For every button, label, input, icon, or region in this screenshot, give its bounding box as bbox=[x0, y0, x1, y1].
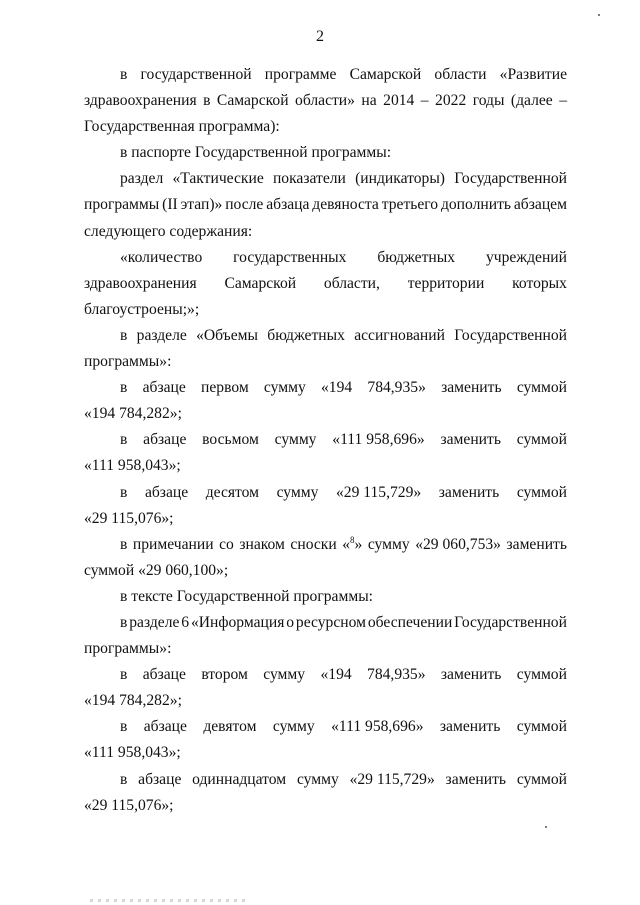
text-line: Государственная программа): bbox=[84, 118, 280, 136]
word: абзаце bbox=[143, 718, 187, 736]
word: в bbox=[120, 326, 128, 344]
word: в bbox=[120, 718, 128, 736]
word: в bbox=[120, 666, 128, 684]
paragraph bbox=[84, 245, 567, 323]
word: в bbox=[120, 535, 128, 553]
paragraph bbox=[84, 62, 567, 140]
word: суммой bbox=[516, 483, 567, 501]
text-line: «111 958,043»; bbox=[84, 744, 181, 762]
word: сноски bbox=[290, 535, 337, 553]
word: девяноста bbox=[312, 196, 379, 214]
word: «Информация bbox=[190, 613, 285, 631]
word: которых bbox=[512, 274, 567, 292]
text-line: благоустроены;»; bbox=[84, 300, 200, 318]
text-line bbox=[84, 480, 567, 506]
word: ресурсном bbox=[295, 613, 366, 631]
word: «29 060,753» bbox=[415, 535, 501, 553]
paragraph bbox=[84, 480, 567, 532]
word: на bbox=[361, 92, 377, 110]
word: «$^8$» bbox=[342, 534, 363, 553]
word: суммой bbox=[516, 379, 567, 397]
word: Государственной bbox=[454, 170, 567, 188]
text-line: «111 958,043»; bbox=[84, 457, 181, 475]
word: Самарской bbox=[216, 92, 289, 110]
text-line bbox=[84, 192, 567, 218]
word: суммой bbox=[516, 718, 567, 736]
word: дополнить bbox=[440, 196, 512, 214]
word: заменить bbox=[438, 483, 500, 501]
word: разделе bbox=[136, 326, 187, 344]
scan-noise bbox=[90, 899, 250, 902]
word: государственных bbox=[233, 248, 347, 266]
word: государственной bbox=[140, 66, 252, 83]
word: области» bbox=[295, 92, 355, 110]
word: суммой bbox=[516, 770, 567, 788]
word: – bbox=[420, 92, 429, 110]
paragraph bbox=[84, 714, 567, 766]
word: заменить bbox=[440, 666, 502, 684]
paragraph bbox=[84, 166, 567, 244]
scan-speck bbox=[545, 826, 547, 828]
text-line: следующего содержания: bbox=[84, 222, 253, 240]
word: в bbox=[120, 483, 128, 501]
word: знаком bbox=[239, 535, 285, 553]
word: «29 115,729» bbox=[336, 483, 422, 501]
text-line: программы»: bbox=[84, 640, 172, 658]
text-line: в паспорте Государственной программы: bbox=[120, 144, 392, 162]
word: в bbox=[120, 379, 128, 397]
text-line bbox=[84, 375, 567, 401]
word: сумму bbox=[276, 483, 319, 501]
text-line: «194 784,282»; bbox=[84, 692, 182, 710]
word: абзаца bbox=[266, 196, 310, 214]
word: 2014 bbox=[383, 92, 415, 110]
word: «Тактические bbox=[172, 170, 264, 188]
text-line bbox=[84, 427, 567, 453]
word: сумму bbox=[272, 718, 315, 736]
word: суммой bbox=[516, 431, 567, 449]
text-line bbox=[84, 610, 567, 636]
word: – bbox=[559, 92, 567, 110]
text-line bbox=[84, 662, 567, 688]
word: «194 bbox=[320, 379, 353, 397]
word: «Объемы bbox=[196, 326, 258, 344]
word: в bbox=[203, 92, 211, 110]
word: сумму bbox=[296, 770, 339, 788]
word: одиннадцатом bbox=[192, 770, 287, 788]
word: абзаце bbox=[142, 379, 186, 397]
word: области bbox=[434, 66, 487, 83]
word: 784,935» bbox=[367, 666, 426, 684]
word: (далее bbox=[510, 92, 553, 110]
text-line: «194 784,282»; bbox=[84, 405, 182, 423]
word: третьего bbox=[381, 196, 439, 214]
word: заменить bbox=[441, 379, 502, 397]
word: заменить bbox=[440, 431, 501, 449]
word: программы bbox=[84, 196, 160, 214]
word: 2022 bbox=[435, 92, 467, 110]
word: Самарской bbox=[224, 274, 297, 292]
word: раздел bbox=[120, 170, 164, 188]
scan-speck bbox=[598, 14, 600, 16]
word: «111 958,696» bbox=[331, 718, 424, 736]
text-line bbox=[84, 62, 567, 88]
word: заменить bbox=[445, 770, 507, 788]
document-body bbox=[84, 62, 567, 819]
text-line: суммой «29 060,100»; bbox=[84, 561, 229, 579]
word: «194 bbox=[320, 666, 352, 684]
text-line: «29 115,076»; bbox=[84, 796, 174, 814]
word: показатели bbox=[272, 170, 346, 188]
paragraph bbox=[84, 375, 567, 427]
word: после bbox=[225, 196, 264, 214]
word: «Развитие bbox=[499, 66, 567, 83]
word: 784,935» bbox=[367, 379, 426, 397]
text-line bbox=[84, 767, 567, 793]
paragraph bbox=[84, 532, 567, 584]
text-line: в тексте Государственной программы: bbox=[120, 587, 374, 605]
text-line: «29 115,076»; bbox=[84, 509, 174, 527]
word: заменить bbox=[506, 535, 567, 553]
text-line bbox=[84, 714, 567, 740]
word: разделе bbox=[129, 613, 180, 631]
word: (индикаторы) bbox=[355, 170, 446, 188]
text-line: программы»: bbox=[84, 353, 172, 371]
paragraph bbox=[84, 427, 567, 479]
text-line bbox=[84, 271, 567, 297]
word: десятом bbox=[205, 483, 260, 501]
word: программе bbox=[264, 66, 337, 83]
paragraph bbox=[84, 767, 567, 819]
word: сумму bbox=[367, 535, 410, 553]
word: девятом bbox=[203, 718, 257, 736]
paragraph bbox=[84, 323, 567, 375]
word: первом bbox=[201, 379, 249, 397]
text-line bbox=[84, 245, 567, 271]
word: в bbox=[120, 613, 128, 631]
word: примечании bbox=[132, 535, 214, 553]
text-line bbox=[84, 323, 567, 349]
text-line bbox=[84, 532, 567, 558]
word: бюджетных bbox=[377, 248, 456, 266]
word: сумму bbox=[274, 431, 317, 449]
word: «29 115,729» bbox=[349, 770, 435, 788]
word: здравоохранения bbox=[84, 274, 197, 292]
word: территории bbox=[407, 274, 485, 292]
word: в bbox=[120, 770, 128, 788]
word: абзаце bbox=[144, 483, 189, 501]
word: «111 958,696» bbox=[332, 431, 425, 449]
paragraph bbox=[84, 584, 567, 610]
word: области, bbox=[323, 274, 380, 292]
word: Государственной bbox=[454, 613, 567, 631]
paragraph bbox=[84, 140, 567, 166]
word: заменить bbox=[439, 718, 501, 736]
word: абзаце bbox=[142, 666, 186, 684]
word: Самарской bbox=[349, 66, 422, 83]
word: абзаце bbox=[138, 770, 182, 788]
word: со bbox=[219, 535, 234, 553]
word: «количество bbox=[120, 248, 203, 266]
word: Государственной bbox=[454, 326, 567, 344]
word: о bbox=[286, 613, 295, 631]
paragraph bbox=[84, 662, 567, 714]
word: 6 bbox=[181, 613, 190, 631]
word: в bbox=[120, 431, 128, 449]
word: восьмом bbox=[202, 431, 259, 449]
text-line bbox=[84, 166, 567, 192]
word: (II bbox=[162, 196, 178, 214]
word: учреждений bbox=[485, 248, 567, 266]
word: суммой bbox=[516, 666, 567, 684]
word: сумму bbox=[263, 666, 306, 684]
word: втором bbox=[201, 666, 248, 684]
word: годы bbox=[472, 92, 505, 110]
word: обеспечении bbox=[367, 613, 453, 631]
word: ассигнований bbox=[354, 326, 445, 344]
text-line bbox=[84, 88, 567, 114]
word: здравоохранения bbox=[84, 92, 197, 110]
word: сумму bbox=[263, 379, 306, 397]
word: бюджетных bbox=[267, 326, 345, 344]
paragraph bbox=[84, 610, 567, 662]
word: абзаце bbox=[143, 431, 187, 449]
word: этап)» bbox=[180, 196, 223, 214]
word: абзацем bbox=[513, 196, 567, 214]
page-number: 2 bbox=[316, 28, 324, 45]
word: в bbox=[120, 66, 128, 83]
